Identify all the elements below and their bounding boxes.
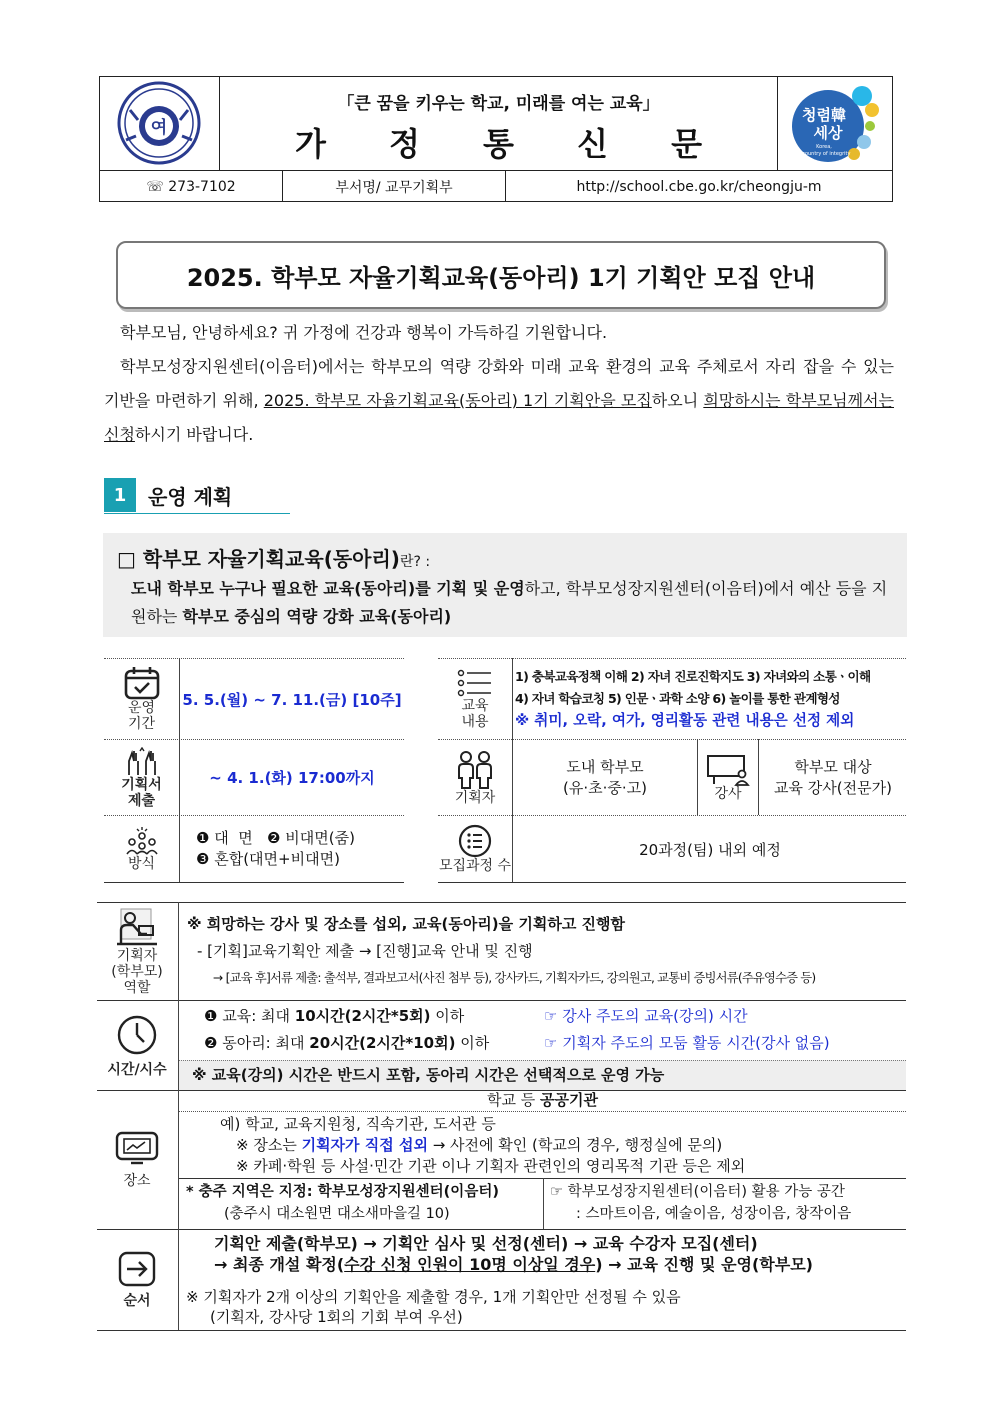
grid-line — [438, 882, 906, 883]
submit-deadline-text: ~ 4. 1.(화) 17:00까지 — [209, 769, 375, 787]
svg-text:세상: 세상 — [813, 124, 843, 142]
grid-line — [104, 882, 404, 883]
time-1a: ❶ 교육: 최대 — [204, 1007, 295, 1025]
intro-text-b: 하오니 — [651, 391, 704, 410]
raised-hands-icon — [125, 747, 159, 777]
definition-bold-2: 학부모 중심의 역량 강화 교육(동아리) — [182, 607, 452, 626]
time-2-note: ☞ 기획자 주도의 모둠 활동 시간(강사 없음) — [544, 1034, 830, 1052]
role-line-3: → [교육 후]서류 제출: 출석부, 결과보고서(사진 첨부 등), 강사카드, 기획자카드, 강의원고, 교통비 증빙서류(주유영수증 등) — [213, 971, 816, 985]
grid-line — [104, 658, 404, 659]
newsletter-title: 가 정 통 신 문 — [294, 125, 729, 163]
planner-label-cell — [438, 740, 512, 815]
time-2a: ❷ 동아리: 최대 — [204, 1034, 310, 1052]
order-2b: 수강 신청 인원이 10명 이상일 경우 — [344, 1255, 596, 1274]
svg-text:Korea,: Korea, — [816, 144, 832, 150]
order-line-2 — [214, 1255, 813, 1275]
submit-label-cell — [104, 740, 179, 815]
submit-label-2: 제출 — [127, 792, 156, 809]
school-slogan: 「큰 꿈을 키우는 학교, 미래를 여는 교육」 — [337, 94, 660, 114]
place-head-b: 공공기관 — [540, 1091, 598, 1109]
lecturer-board-icon — [706, 754, 750, 786]
place-label: 장소 — [123, 1173, 151, 1189]
place-chungju-2: (충주시 대소원면 대소새마을길 10) — [224, 1206, 450, 1222]
place-2a: ※ 장소는 — [236, 1136, 302, 1154]
place-head-a: 학교 등 — [487, 1091, 541, 1109]
time-1c: 이하 — [430, 1007, 465, 1025]
planner-label: 기획자 — [454, 789, 496, 806]
newsletter-header — [99, 76, 893, 202]
method-label: 방식 — [127, 856, 156, 872]
lecturer-label-cell — [698, 740, 758, 815]
role-label-3: 역할 — [123, 979, 151, 996]
table-line — [97, 1330, 906, 1331]
method-label-cell — [104, 816, 179, 882]
place-label-cell — [97, 1092, 177, 1228]
greeting-line: 학부모님, 안녕하세요? 귀 가정에 건강과 행복이 가득하길 기원합니다. — [120, 323, 608, 342]
lecturer-value-2: 교육 강사(전문가) — [774, 778, 892, 797]
section-underline — [104, 513, 290, 514]
period-value-text: 5. 5.(월) ~ 7. 11.(금) [10주] — [182, 690, 402, 709]
planner-value — [513, 740, 697, 815]
arrow-right-box-icon — [118, 1251, 156, 1287]
content-list — [515, 666, 907, 732]
method-option-2: ❸ 혼합(대면+비대면) — [196, 850, 340, 868]
header-center — [220, 77, 777, 170]
content-exclusion-note: ※ 취미, 오락, 여가, 영리활동 관련 내용은 선정 제외 — [515, 712, 855, 729]
time-label-cell — [97, 1002, 177, 1089]
definition-heading-text: □ 학부모 자율기획교육(동아리) — [117, 547, 400, 571]
order-label-cell — [97, 1231, 177, 1329]
definition-heading-suffix: 란? : — [399, 554, 431, 570]
order-line-1: 기획안 제출(학부모) → 기획안 심사 및 선정(센터) → 교육 수강자 모집(센터) — [214, 1234, 758, 1253]
place-2c: → 사전에 확인 (학교의 경우, 행정실에 문의) — [427, 1136, 723, 1154]
place-line — [179, 1111, 906, 1112]
place-note-1 — [236, 1135, 722, 1155]
svg-text:청렴韓: 청렴韓 — [802, 106, 846, 124]
list-circle-icon — [458, 824, 492, 858]
calendar-check-icon — [124, 666, 160, 700]
header-info-row — [100, 170, 892, 201]
recruit-label-cell — [438, 816, 512, 882]
lecturer-value — [759, 740, 907, 815]
place-vline — [543, 1178, 544, 1229]
role-line-1: ※ 희망하는 강사 및 장소를 섭외, 교육(동아리)을 기획하고 진행함 — [187, 915, 626, 933]
school-logo-char: 여 — [150, 118, 168, 138]
order-note-2: (기획자, 강사당 1회의 기회 부여 우선) — [210, 1308, 463, 1326]
submit-deadline — [180, 740, 404, 815]
definition-box — [103, 533, 907, 637]
school-url-link[interactable]: http://school.cbe.go.kr/cheongju-m — [576, 178, 822, 195]
time-2c: 이하 — [455, 1034, 490, 1052]
planner-value-1: 도내 학부모 — [566, 757, 644, 776]
content-label-cell — [438, 660, 512, 738]
definition-bold-1: 도내 학부모 누구나 필요한 교육(동아리)를 기획 및 운영 — [131, 579, 525, 598]
group-people-icon — [124, 826, 160, 856]
presentation-screen-icon — [115, 1131, 159, 1165]
intro-text-c: 하시기 바랍니다. — [134, 425, 254, 444]
period-label-1: 운영 — [127, 700, 156, 716]
time-label: 시간/시수 — [107, 1061, 167, 1078]
integrity-logo-icon — [784, 80, 888, 166]
definition-heading — [117, 543, 430, 572]
phone-number: ☏ 273-7102 — [100, 171, 283, 202]
recruit-value: 20과정(팀) 내외 예정 — [639, 840, 781, 859]
role-label-cell — [97, 904, 177, 999]
place-heading — [179, 1090, 906, 1110]
grid-line — [438, 658, 906, 659]
place-note-2: ※ 카페·학원 등 사설·민간 기관 이나 기획자 관련인의 영리목적 기관 등은 제외 — [236, 1157, 746, 1175]
place-center-2: : 스마트이음, 예술이음, 성장이음, 창작이음 — [576, 1206, 852, 1222]
content-item-row-2: 4) 자녀 학습코칭 5) 인문ㆍ과학 소양 6) 놀이를 통한 관계형성 — [515, 691, 840, 706]
method-options — [196, 828, 355, 870]
table-line — [97, 902, 906, 903]
clock-icon — [116, 1014, 158, 1056]
role-label-1: 기획자 — [116, 947, 158, 964]
place-2b: 기획자가 직접 섭외 — [301, 1136, 428, 1154]
content-item-row-1: 1) 충북교육정책 이해 2) 자녀 진로진학지도 3) 자녀와의 소통ㆍ이해 — [515, 669, 871, 684]
intro-underline-2: 희망하시는 학부모님께서는 신청 — [104, 391, 894, 444]
school-logo-cell — [100, 77, 220, 170]
period-value — [180, 660, 404, 738]
time-line-2 — [204, 1033, 489, 1053]
lecturer-label: 강사 — [714, 785, 742, 802]
table-line — [97, 1000, 906, 1001]
school-emblem-icon — [116, 80, 202, 166]
content-label-2: 내용 — [461, 714, 489, 730]
submit-label-1: 기획서 — [121, 776, 162, 793]
planner-value-2: (유·초·중·고) — [563, 778, 647, 797]
intro-paragraph — [104, 350, 894, 452]
content-label-1: 교육 — [461, 698, 489, 714]
period-label-cell — [104, 660, 179, 738]
table-line — [97, 1229, 906, 1230]
table-vline — [178, 902, 179, 1330]
place-example: 예) 학교, 교육지원청, 직속기관, 도서관 등 — [220, 1115, 496, 1133]
list-icon — [457, 668, 493, 698]
place-chungju-1: * 충주 지역은 지정: 학부모성장지원센터(이음터) — [186, 1184, 499, 1200]
svg-text:a country of integrity: a country of integrity — [797, 151, 851, 157]
time-note: ※ 교육(강의) 시간은 반드시 포함, 동아리 시간은 선택적으로 운영 가능 — [192, 1066, 665, 1084]
order-2c: ) → 교육 진행 및 운영(학부모) — [595, 1255, 813, 1274]
order-2a: → 최종 개설 확정( — [214, 1255, 345, 1274]
two-people-icon — [455, 750, 495, 790]
time-2b: 20시간(2시간*10회) — [309, 1034, 456, 1052]
section-title: 운영 계획 — [148, 485, 233, 509]
role-line-2: - [기획]교육기획안 제출 → [진행]교육 안내 및 진행 — [197, 942, 533, 960]
intro-text-a: 학부모성장지원센터(이음터)에서는 학부모의 역량 강화와 미래 교육 환경의 교육 주체로서 자리 잡을 수 있는 기반을 마련하기 위해, — [104, 357, 894, 410]
place-center-1: ☞ 학부모성장지원센터(이음터) 활용 가능 공간 — [550, 1184, 845, 1200]
period-label-2: 기간 — [127, 716, 156, 732]
time-1b: 10시간(2시간*5회) — [294, 1007, 431, 1025]
lecturer-value-1: 학부모 대상 — [794, 757, 872, 776]
definition-mid: 하고, 학부모성장지원센터(이음터)에서 예산 등을 지원하는 — [131, 579, 888, 626]
role-label-2: (학부모) — [111, 963, 163, 980]
intro-underline-1: 2025. 학부모 자율기획교육(동아리) 1기 기획안을 모집 — [263, 391, 652, 410]
method-option-1: ❶ 대 면 ❷ 비대면(줌) — [196, 829, 355, 847]
person-at-desk-icon — [115, 908, 159, 948]
integrity-logo-cell — [777, 77, 892, 170]
time-line-1 — [204, 1006, 464, 1026]
time-1-note: ☞ 강사 주도의 교육(강의) 시간 — [544, 1007, 748, 1025]
order-label: 순서 — [123, 1293, 151, 1309]
order-note-1: ※ 기획자가 2개 이상의 기획안을 제출할 경우, 1개 기획안만 선정될 수 있음 — [186, 1288, 681, 1306]
recruit-label: 모집과정 수 — [438, 858, 512, 874]
notice-title-banner: 2025. 학부모 자율기획교육(동아리) 1기 기획안 모집 안내 — [116, 241, 886, 309]
department-name: 부서명/ 교무기획부 — [283, 171, 506, 202]
definition-body — [131, 575, 901, 631]
section-number: 1 — [104, 478, 136, 512]
